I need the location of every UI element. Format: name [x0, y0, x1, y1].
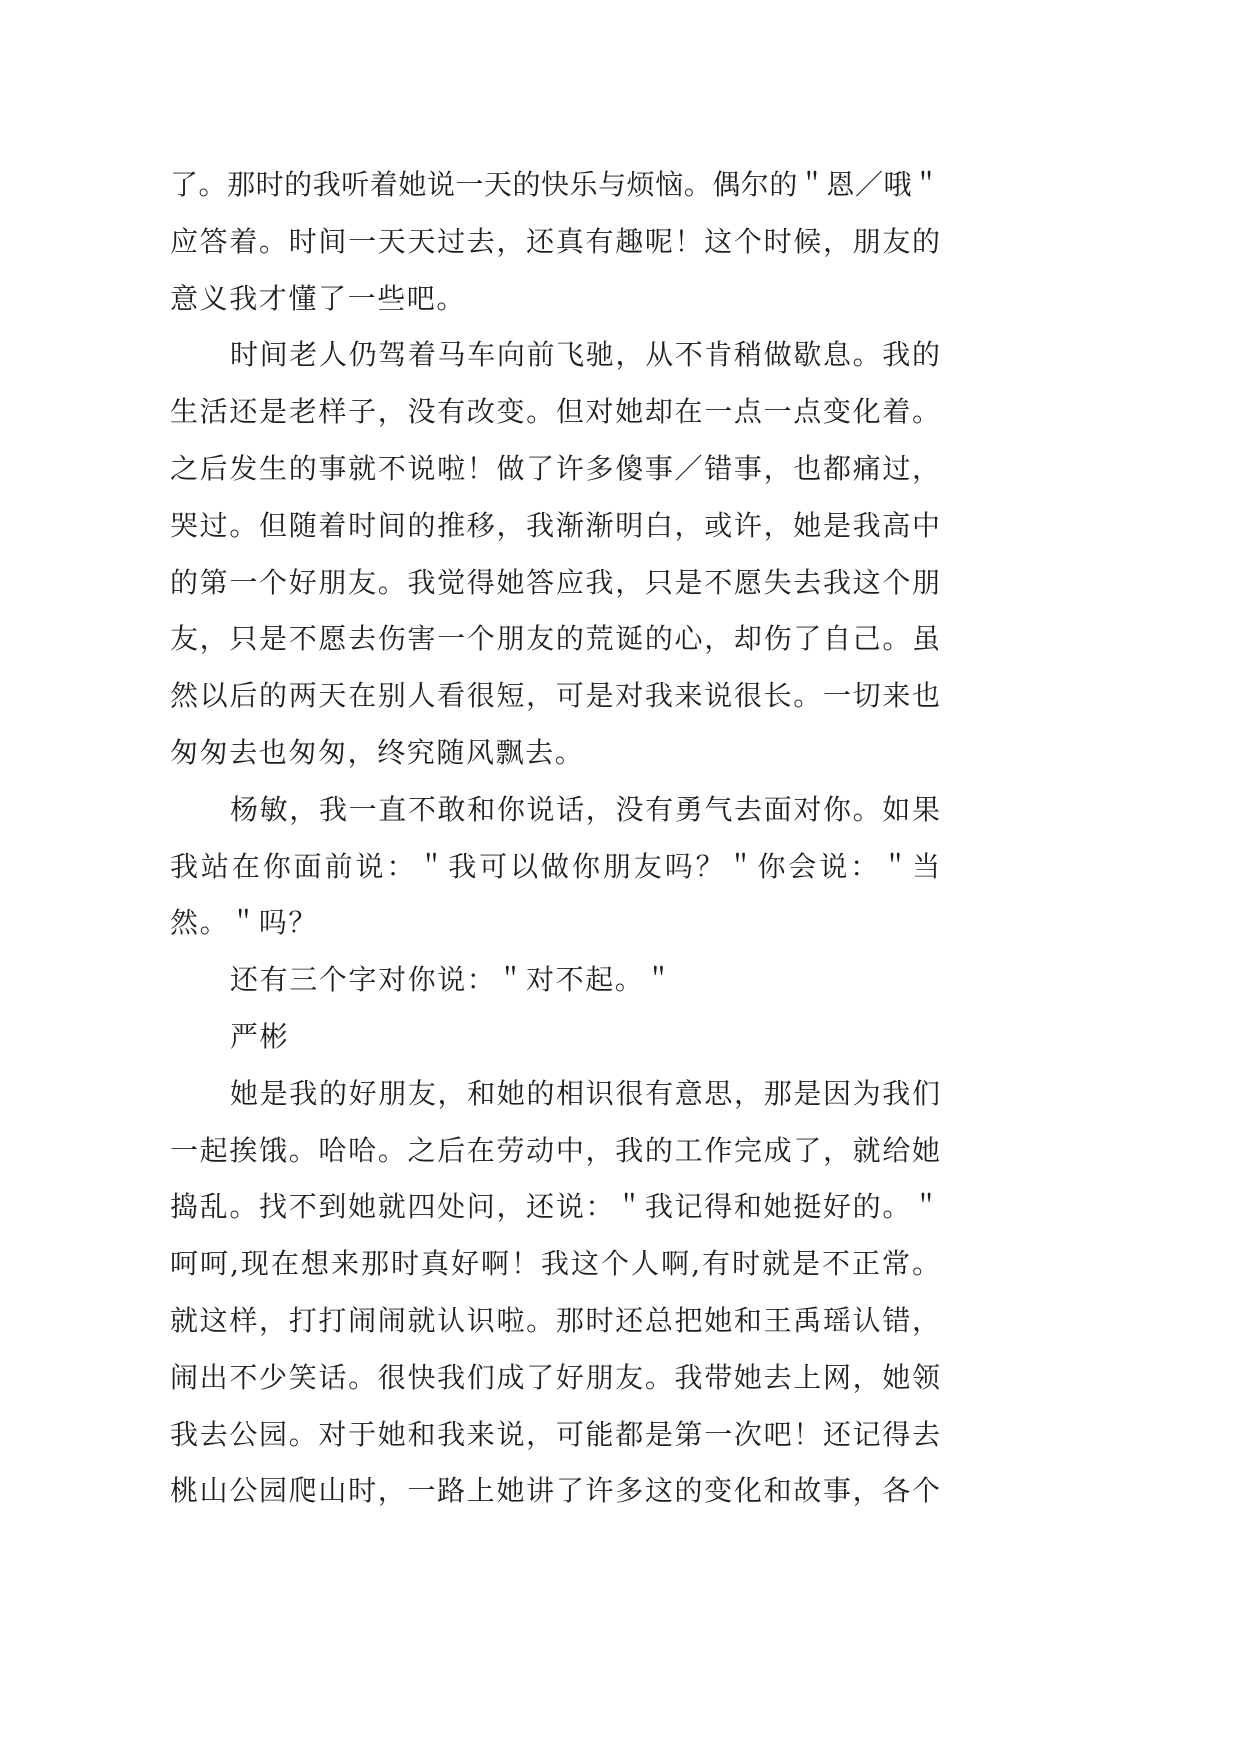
line-text: 意义我才懂了一些吧。 [170, 281, 467, 315]
line-text: 呵呵,现在想来那时真好啊！我这个人啊,有时就是不正常。 [170, 1247, 943, 1281]
line-text: 闹出不少笑话。很快我们成了好朋友。我带她去上网，她领 [170, 1360, 942, 1394]
line-text: 就这样，打打闹闹就认识啦。那时还总把她和王禹瑶认错， [170, 1303, 942, 1337]
text-line [170, 1407, 940, 1464]
text-line [170, 725, 940, 782]
line-text: 我去公园。对于她和我来说，可能都是第一次吧！还记得去 [170, 1417, 942, 1451]
line-text: 杨敏，我一直不敢和你说话，没有勇气去面对你。如果 [230, 792, 942, 826]
line-text: 了。那时的我听着她说一天的快乐与烦恼。偶尔的＂恩／哦＂ [170, 168, 941, 201]
line-text: 哭过。但随着时间的推移，我渐渐明白，或许，她是我高中 [170, 508, 942, 542]
text-line [170, 384, 940, 441]
text-line [170, 1179, 940, 1236]
line-text: 然以后的两天在别人看很短，可是对我来说很长。一切来也 [170, 679, 942, 713]
line-text: 应答着。时间一天天过去，还真有趣呢！这个时候，朋友的 [170, 224, 942, 258]
text-line [170, 214, 940, 271]
text-line [170, 668, 940, 725]
line-text: 我站在你面前说：＂我可以做你朋友吗？＂你会说：＂当 [170, 849, 944, 883]
text-line [170, 555, 940, 612]
text-line [170, 1009, 940, 1066]
line-text: 桃山公园爬山时，一路上她讲了许多这的变化和故事，各个 [170, 1474, 942, 1508]
paragraph [170, 952, 940, 1009]
text-line [170, 1123, 940, 1180]
paragraph [170, 327, 940, 781]
text-line [170, 611, 940, 668]
line-text: 然。＂吗？ [170, 906, 319, 940]
text-line [170, 782, 940, 839]
paragraph [170, 782, 944, 952]
text-line [170, 895, 940, 952]
text-line [170, 1293, 940, 1350]
line-text: 时间老人仍驾着马车向前飞驰，从不肯稍做歇息。我的 [230, 338, 942, 372]
line-text: 匆匆去也匆匆，终究随风飘去。 [170, 735, 585, 769]
text-line [170, 952, 940, 1009]
line-text: 严彬 [230, 1019, 290, 1053]
text-line [170, 1463, 940, 1520]
text-line [170, 271, 940, 328]
author-name [170, 1009, 940, 1066]
line-text: 之后发生的事就不说啦！做了许多傻事／错事，也都痛过， [170, 451, 942, 485]
text-line [170, 157, 940, 214]
line-text: 的第一个好朋友。我觉得她答应我，只是不愿失去我这个朋 [170, 565, 942, 599]
text-line [170, 498, 940, 555]
text-line [170, 1066, 940, 1123]
line-text: 捣乱。找不到她就四处问，还说：＂我记得和她挺好的。＂ [170, 1190, 942, 1224]
text-line [170, 1236, 943, 1293]
line-text: 她是我的好朋友，和她的相识很有意思，那是因为我们 [230, 1076, 942, 1110]
paragraph [170, 157, 940, 327]
text-line [170, 1350, 940, 1407]
text-line [170, 327, 940, 384]
text-line [170, 839, 944, 896]
line-text: 生活还是老样子，没有改变。但对她却在一点一点变化着。 [170, 395, 942, 429]
text-line [170, 441, 940, 498]
line-text: 友，只是不愿去伤害一个朋友的荒诞的心，却伤了自己。虽 [170, 622, 942, 656]
line-text: 一起挨饿。哈哈。之后在劳动中，我的工作完成了，就给她 [170, 1133, 942, 1167]
body-text [170, 157, 944, 1520]
line-text: 还有三个字对你说：＂对不起。＂ [230, 963, 675, 997]
paragraph [170, 1066, 943, 1520]
